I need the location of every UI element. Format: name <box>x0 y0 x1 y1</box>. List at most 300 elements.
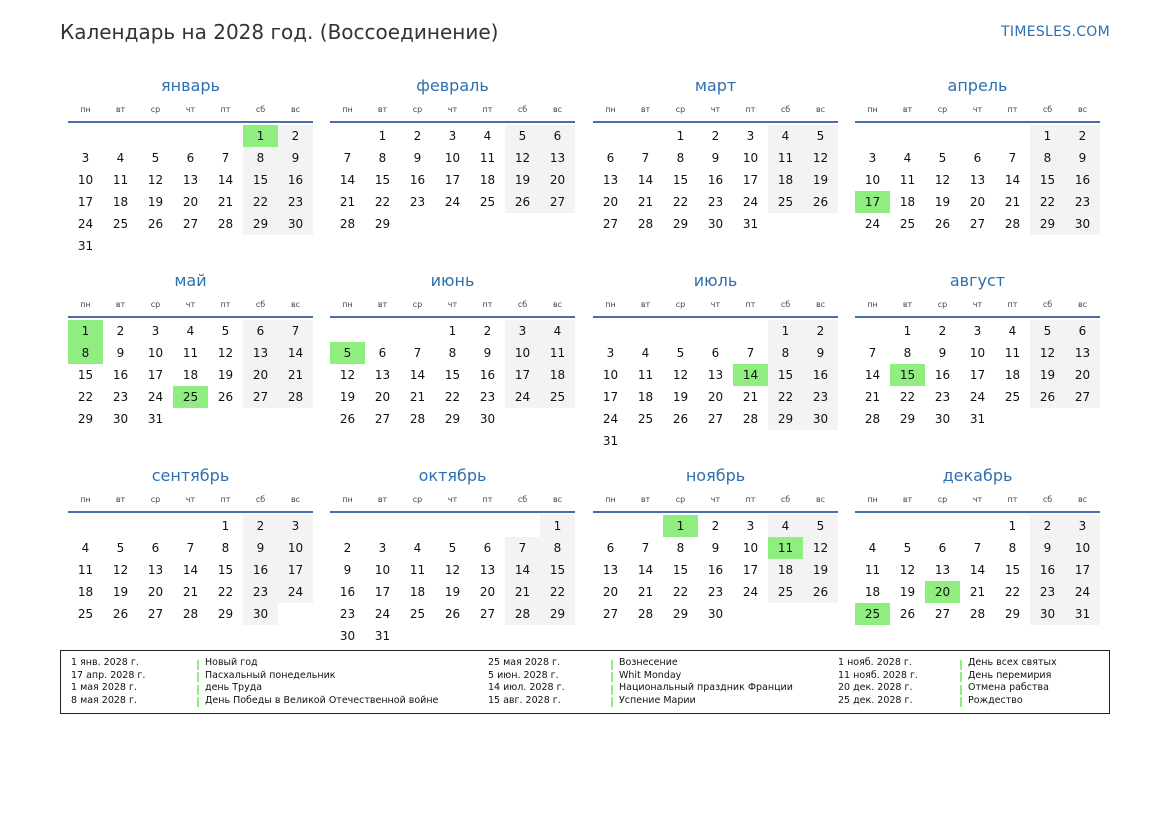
day-cell[interactable]: 6 <box>1065 320 1100 342</box>
day-cell[interactable]: 20 <box>602 585 619 599</box>
day-cell[interactable]: 16 <box>339 585 356 599</box>
day-cell[interactable]: 3 <box>606 346 615 360</box>
day-cell[interactable]: 31 <box>969 412 986 426</box>
day-cell[interactable]: 7 <box>641 541 650 555</box>
day-cell[interactable]: 22 <box>77 390 94 404</box>
day-cell[interactable]: 4 <box>868 541 877 555</box>
day-cell[interactable]: 16 <box>409 173 426 187</box>
day-cell[interactable]: 19 <box>147 195 164 209</box>
day-cell[interactable]: 23 <box>112 390 129 404</box>
day-cell[interactable]: 12 <box>803 147 838 169</box>
day-cell[interactable]: 30 <box>1065 213 1100 235</box>
day-cell[interactable]: 25 <box>479 195 496 209</box>
day-cell[interactable]: 7 <box>505 537 540 559</box>
day-cell[interactable]: 10 <box>602 368 619 382</box>
day-cell[interactable]: 2 <box>278 125 313 147</box>
day-cell[interactable]: 14 <box>637 563 654 577</box>
day-cell[interactable]: 18 <box>409 585 426 599</box>
day-cell[interactable]: 21 <box>182 585 199 599</box>
day-cell[interactable]: 22 <box>374 195 391 209</box>
day-cell[interactable]: 20 <box>540 169 575 191</box>
day-cell[interactable]: 25 <box>77 607 94 621</box>
day-cell[interactable]: 30 <box>1030 603 1065 625</box>
day-cell[interactable]: 10 <box>505 342 540 364</box>
day-cell[interactable]: 11 <box>1004 346 1021 360</box>
day-cell[interactable]: 6 <box>540 125 575 147</box>
day-cell[interactable]: 23 <box>1065 191 1100 213</box>
day-cell[interactable]: 18 <box>112 195 129 209</box>
day-cell[interactable]: 26 <box>934 217 951 231</box>
day-cell[interactable]: 15 <box>77 368 94 382</box>
day-cell[interactable]: 15 <box>672 563 689 577</box>
day-cell[interactable]: 14 <box>864 368 881 382</box>
day-cell[interactable]: 7 <box>746 346 755 360</box>
day-cell[interactable]: 29 <box>1004 607 1021 621</box>
day-cell[interactable]: 24 <box>602 412 619 426</box>
day-cell[interactable]: 30 <box>278 213 313 235</box>
day-cell[interactable]: 15 <box>672 173 689 187</box>
day-cell[interactable]: 9 <box>803 342 838 364</box>
day-cell[interactable]: 24 <box>742 195 759 209</box>
day-cell[interactable]: 11 <box>479 151 496 165</box>
day-cell[interactable]: 27 <box>1065 386 1100 408</box>
day-cell[interactable]: 15 <box>444 368 461 382</box>
day-cell[interactable]: 15 <box>243 169 278 191</box>
day-cell[interactable]: 2 <box>1065 125 1100 147</box>
day-cell[interactable]: 30 <box>243 603 278 625</box>
day-cell[interactable]: 6 <box>973 151 982 165</box>
day-cell[interactable]: 22 <box>540 581 575 603</box>
day-cell[interactable]: 26 <box>803 191 838 213</box>
day-cell[interactable]: 13 <box>540 147 575 169</box>
day-cell[interactable]: 5 <box>505 125 540 147</box>
day-cell[interactable]: 11 <box>112 173 129 187</box>
day-cell[interactable]: 13 <box>1065 342 1100 364</box>
day-cell[interactable]: 18 <box>899 195 916 209</box>
day-cell[interactable]: 21 <box>637 585 654 599</box>
day-cell[interactable]: 30 <box>479 412 496 426</box>
day-cell[interactable]: 2 <box>413 129 422 143</box>
day-cell[interactable]: 3 <box>378 541 387 555</box>
day-cell[interactable]: 23 <box>707 195 724 209</box>
day-cell[interactable]: 24 <box>147 390 164 404</box>
day-cell[interactable]: 25 <box>855 603 890 625</box>
day-cell[interactable]: 22 <box>768 386 803 408</box>
day-cell[interactable]: 31 <box>374 629 391 643</box>
day-cell[interactable]: 5 <box>116 541 125 555</box>
day-cell[interactable]: 21 <box>339 195 356 209</box>
day-cell[interactable]: 20 <box>182 195 199 209</box>
day-cell[interactable]: 12 <box>803 537 838 559</box>
day-cell[interactable]: 19 <box>672 390 689 404</box>
day-cell[interactable]: 15 <box>540 559 575 581</box>
day-cell[interactable]: 4 <box>186 324 195 338</box>
day-cell[interactable]: 13 <box>147 563 164 577</box>
day-cell[interactable]: 28 <box>409 412 426 426</box>
day-cell[interactable]: 3 <box>278 515 313 537</box>
day-cell[interactable]: 1 <box>1030 125 1065 147</box>
day-cell[interactable]: 24 <box>864 217 881 231</box>
day-cell[interactable]: 28 <box>742 412 759 426</box>
day-cell[interactable]: 22 <box>672 195 689 209</box>
day-cell[interactable]: 20 <box>707 390 724 404</box>
day-cell[interactable]: 4 <box>483 129 492 143</box>
day-cell[interactable]: 5 <box>938 151 947 165</box>
day-cell[interactable]: 8 <box>378 151 387 165</box>
day-cell[interactable]: 28 <box>339 217 356 231</box>
day-cell[interactable]: 8 <box>68 342 103 364</box>
day-cell[interactable]: 18 <box>864 585 881 599</box>
day-cell[interactable]: 12 <box>217 346 234 360</box>
day-cell[interactable]: 5 <box>221 324 230 338</box>
day-cell[interactable]: 25 <box>173 386 208 408</box>
day-cell[interactable]: 2 <box>1030 515 1065 537</box>
day-cell[interactable]: 9 <box>116 346 125 360</box>
day-cell[interactable]: 23 <box>409 195 426 209</box>
day-cell[interactable]: 23 <box>803 386 838 408</box>
day-cell[interactable]: 25 <box>409 607 426 621</box>
day-cell[interactable]: 13 <box>602 173 619 187</box>
day-cell[interactable]: 30 <box>803 408 838 430</box>
day-cell[interactable]: 18 <box>540 364 575 386</box>
day-cell[interactable]: 20 <box>374 390 391 404</box>
day-cell[interactable]: 21 <box>1004 195 1021 209</box>
day-cell[interactable]: 6 <box>606 541 615 555</box>
day-cell[interactable]: 3 <box>973 324 982 338</box>
day-cell[interactable]: 11 <box>768 537 803 559</box>
day-cell[interactable]: 11 <box>409 563 426 577</box>
day-cell[interactable]: 29 <box>217 607 234 621</box>
day-cell[interactable]: 25 <box>540 386 575 408</box>
day-cell[interactable]: 18 <box>77 585 94 599</box>
day-cell[interactable]: 9 <box>343 563 352 577</box>
day-cell[interactable]: 13 <box>374 368 391 382</box>
day-cell[interactable]: 10 <box>444 151 461 165</box>
day-cell[interactable]: 12 <box>339 368 356 382</box>
day-cell[interactable]: 28 <box>969 607 986 621</box>
day-cell[interactable]: 29 <box>77 412 94 426</box>
day-cell[interactable]: 25 <box>768 191 803 213</box>
day-cell[interactable]: 26 <box>803 581 838 603</box>
day-cell[interactable]: 26 <box>217 390 234 404</box>
day-cell[interactable]: 21 <box>505 581 540 603</box>
day-cell[interactable]: 17 <box>374 585 391 599</box>
day-cell[interactable]: 21 <box>864 390 881 404</box>
day-cell[interactable]: 10 <box>77 173 94 187</box>
day-cell[interactable]: 2 <box>711 519 720 533</box>
day-cell[interactable]: 22 <box>217 585 234 599</box>
day-cell[interactable]: 21 <box>742 390 759 404</box>
day-cell[interactable]: 9 <box>938 346 947 360</box>
day-cell[interactable]: 14 <box>637 173 654 187</box>
day-cell[interactable]: 3 <box>746 519 755 533</box>
day-cell[interactable]: 18 <box>1004 368 1021 382</box>
day-cell[interactable]: 17 <box>444 173 461 187</box>
day-cell[interactable]: 25 <box>768 581 803 603</box>
day-cell[interactable]: 28 <box>505 603 540 625</box>
day-cell[interactable]: 7 <box>973 541 982 555</box>
day-cell[interactable]: 12 <box>505 147 540 169</box>
day-cell[interactable]: 9 <box>711 151 720 165</box>
day-cell[interactable]: 29 <box>444 412 461 426</box>
day-cell[interactable]: 20 <box>969 195 986 209</box>
day-cell[interactable]: 30 <box>339 629 356 643</box>
day-cell[interactable]: 1 <box>378 129 387 143</box>
day-cell[interactable]: 27 <box>243 386 278 408</box>
day-cell[interactable]: 1 <box>1008 519 1017 533</box>
day-cell[interactable]: 20 <box>243 364 278 386</box>
day-cell[interactable]: 8 <box>768 342 803 364</box>
day-cell[interactable]: 22 <box>243 191 278 213</box>
day-cell[interactable]: 5 <box>676 346 685 360</box>
day-cell[interactable]: 8 <box>540 537 575 559</box>
day-cell[interactable]: 23 <box>707 585 724 599</box>
day-cell[interactable]: 13 <box>707 368 724 382</box>
day-cell[interactable]: 20 <box>479 585 496 599</box>
day-cell[interactable]: 24 <box>374 607 391 621</box>
day-cell[interactable]: 10 <box>864 173 881 187</box>
day-cell[interactable]: 22 <box>672 585 689 599</box>
day-cell[interactable]: 16 <box>1065 169 1100 191</box>
day-cell[interactable]: 5 <box>803 515 838 537</box>
day-cell[interactable]: 11 <box>637 368 654 382</box>
day-cell[interactable]: 24 <box>505 386 540 408</box>
day-cell[interactable]: 23 <box>339 607 356 621</box>
day-cell[interactable]: 12 <box>899 563 916 577</box>
day-cell[interactable]: 19 <box>1030 364 1065 386</box>
day-cell[interactable]: 6 <box>606 151 615 165</box>
day-cell[interactable]: 21 <box>969 585 986 599</box>
day-cell[interactable]: 17 <box>855 191 890 213</box>
day-cell[interactable]: 16 <box>1030 559 1065 581</box>
day-cell[interactable]: 5 <box>903 541 912 555</box>
day-cell[interactable]: 6 <box>711 346 720 360</box>
day-cell[interactable]: 26 <box>112 607 129 621</box>
day-cell[interactable]: 7 <box>186 541 195 555</box>
day-cell[interactable]: 5 <box>1030 320 1065 342</box>
day-cell[interactable]: 6 <box>186 151 195 165</box>
day-cell[interactable]: 9 <box>711 541 720 555</box>
day-cell[interactable]: 13 <box>243 342 278 364</box>
day-cell[interactable]: 18 <box>479 173 496 187</box>
day-cell[interactable]: 15 <box>890 364 925 386</box>
day-cell[interactable]: 3 <box>746 129 755 143</box>
day-cell[interactable]: 6 <box>151 541 160 555</box>
day-cell[interactable]: 14 <box>733 364 768 386</box>
day-cell[interactable]: 14 <box>969 563 986 577</box>
day-cell[interactable]: 10 <box>969 346 986 360</box>
day-cell[interactable]: 26 <box>899 607 916 621</box>
day-cell[interactable]: 27 <box>602 217 619 231</box>
day-cell[interactable]: 31 <box>602 434 619 448</box>
day-cell[interactable]: 10 <box>278 537 313 559</box>
day-cell[interactable]: 27 <box>934 607 951 621</box>
day-cell[interactable]: 14 <box>182 563 199 577</box>
day-cell[interactable]: 25 <box>899 217 916 231</box>
day-cell[interactable]: 18 <box>182 368 199 382</box>
day-cell[interactable]: 5 <box>151 151 160 165</box>
day-cell[interactable]: 15 <box>374 173 391 187</box>
day-cell[interactable]: 25 <box>637 412 654 426</box>
day-cell[interactable]: 12 <box>672 368 689 382</box>
day-cell[interactable]: 28 <box>637 607 654 621</box>
day-cell[interactable]: 16 <box>803 364 838 386</box>
day-cell[interactable]: 28 <box>217 217 234 231</box>
day-cell[interactable]: 2 <box>803 320 838 342</box>
day-cell[interactable]: 10 <box>374 563 391 577</box>
day-cell[interactable]: 1 <box>676 129 685 143</box>
day-cell[interactable]: 7 <box>1008 151 1017 165</box>
day-cell[interactable]: 17 <box>742 173 759 187</box>
day-cell[interactable]: 1 <box>243 125 278 147</box>
day-cell[interactable]: 7 <box>278 320 313 342</box>
day-cell[interactable]: 13 <box>934 563 951 577</box>
day-cell[interactable]: 11 <box>864 563 881 577</box>
day-cell[interactable]: 27 <box>602 607 619 621</box>
day-cell[interactable]: 4 <box>81 541 90 555</box>
day-cell[interactable]: 11 <box>540 342 575 364</box>
day-cell[interactable]: 6 <box>378 346 387 360</box>
day-cell[interactable]: 4 <box>768 125 803 147</box>
day-cell[interactable]: 24 <box>444 195 461 209</box>
day-cell[interactable]: 3 <box>505 320 540 342</box>
day-cell[interactable]: 6 <box>938 541 947 555</box>
day-cell[interactable]: 11 <box>768 147 803 169</box>
day-cell[interactable]: 29 <box>540 603 575 625</box>
day-cell[interactable]: 12 <box>112 563 129 577</box>
day-cell[interactable]: 28 <box>278 386 313 408</box>
day-cell[interactable]: 25 <box>112 217 129 231</box>
day-cell[interactable]: 27 <box>374 412 391 426</box>
day-cell[interactable]: 9 <box>1030 537 1065 559</box>
day-cell[interactable]: 23 <box>1030 581 1065 603</box>
day-cell[interactable]: 28 <box>864 412 881 426</box>
day-cell[interactable]: 9 <box>413 151 422 165</box>
day-cell[interactable]: 24 <box>1065 581 1100 603</box>
brand-link[interactable]: TIMESLES.COM <box>1001 24 1110 40</box>
day-cell[interactable]: 7 <box>868 346 877 360</box>
day-cell[interactable]: 18 <box>768 169 803 191</box>
day-cell[interactable]: 11 <box>182 346 199 360</box>
day-cell[interactable]: 14 <box>505 559 540 581</box>
day-cell[interactable]: 21 <box>217 195 234 209</box>
day-cell[interactable]: 29 <box>899 412 916 426</box>
day-cell[interactable]: 24 <box>969 390 986 404</box>
day-cell[interactable]: 19 <box>899 585 916 599</box>
day-cell[interactable]: 16 <box>707 563 724 577</box>
day-cell[interactable]: 15 <box>768 364 803 386</box>
day-cell[interactable]: 10 <box>1065 537 1100 559</box>
day-cell[interactable]: 26 <box>1030 386 1065 408</box>
day-cell[interactable]: 20 <box>147 585 164 599</box>
day-cell[interactable]: 31 <box>77 239 94 253</box>
day-cell[interactable]: 1 <box>663 515 698 537</box>
day-cell[interactable]: 1 <box>448 324 457 338</box>
day-cell[interactable]: 4 <box>1008 324 1017 338</box>
day-cell[interactable]: 12 <box>444 563 461 577</box>
day-cell[interactable]: 2 <box>243 515 278 537</box>
day-cell[interactable]: 8 <box>221 541 230 555</box>
day-cell[interactable]: 22 <box>444 390 461 404</box>
day-cell[interactable]: 22 <box>899 390 916 404</box>
day-cell[interactable]: 28 <box>637 217 654 231</box>
day-cell[interactable]: 13 <box>479 563 496 577</box>
day-cell[interactable]: 3 <box>868 151 877 165</box>
day-cell[interactable]: 31 <box>147 412 164 426</box>
day-cell[interactable]: 2 <box>483 324 492 338</box>
day-cell[interactable]: 29 <box>768 408 803 430</box>
day-cell[interactable]: 29 <box>374 217 391 231</box>
day-cell[interactable]: 8 <box>903 346 912 360</box>
day-cell[interactable]: 8 <box>1030 147 1065 169</box>
day-cell[interactable]: 16 <box>934 368 951 382</box>
day-cell[interactable]: 16 <box>278 169 313 191</box>
day-cell[interactable]: 29 <box>1030 213 1065 235</box>
day-cell[interactable]: 8 <box>448 346 457 360</box>
day-cell[interactable]: 17 <box>742 563 759 577</box>
day-cell[interactable]: 6 <box>243 320 278 342</box>
day-cell[interactable]: 13 <box>182 173 199 187</box>
day-cell[interactable]: 26 <box>147 217 164 231</box>
day-cell[interactable]: 3 <box>81 151 90 165</box>
day-cell[interactable]: 27 <box>969 217 986 231</box>
day-cell[interactable]: 17 <box>602 390 619 404</box>
day-cell[interactable]: 28 <box>1004 217 1021 231</box>
day-cell[interactable]: 5 <box>448 541 457 555</box>
day-cell[interactable]: 16 <box>112 368 129 382</box>
day-cell[interactable]: 4 <box>768 515 803 537</box>
day-cell[interactable]: 19 <box>934 195 951 209</box>
day-cell[interactable]: 4 <box>413 541 422 555</box>
day-cell[interactable]: 29 <box>672 607 689 621</box>
day-cell[interactable]: 15 <box>217 563 234 577</box>
day-cell[interactable]: 30 <box>707 607 724 621</box>
day-cell[interactable]: 14 <box>339 173 356 187</box>
day-cell[interactable]: 2 <box>938 324 947 338</box>
day-cell[interactable]: 20 <box>602 195 619 209</box>
day-cell[interactable]: 7 <box>221 151 230 165</box>
day-cell[interactable]: 20 <box>925 581 960 603</box>
day-cell[interactable]: 17 <box>969 368 986 382</box>
day-cell[interactable]: 30 <box>934 412 951 426</box>
day-cell[interactable]: 2 <box>343 541 352 555</box>
day-cell[interactable]: 15 <box>1030 169 1065 191</box>
day-cell[interactable]: 31 <box>742 217 759 231</box>
day-cell[interactable]: 7 <box>343 151 352 165</box>
day-cell[interactable]: 12 <box>1030 342 1065 364</box>
day-cell[interactable]: 17 <box>147 368 164 382</box>
day-cell[interactable]: 1 <box>221 519 230 533</box>
day-cell[interactable]: 17 <box>77 195 94 209</box>
day-cell[interactable]: 1 <box>68 320 103 342</box>
day-cell[interactable]: 16 <box>243 559 278 581</box>
day-cell[interactable]: 11 <box>899 173 916 187</box>
day-cell[interactable]: 24 <box>278 581 313 603</box>
day-cell[interactable]: 3 <box>1065 515 1100 537</box>
day-cell[interactable]: 4 <box>116 151 125 165</box>
day-cell[interactable]: 9 <box>1065 147 1100 169</box>
day-cell[interactable]: 30 <box>112 412 129 426</box>
day-cell[interactable]: 21 <box>278 364 313 386</box>
day-cell[interactable]: 24 <box>742 585 759 599</box>
day-cell[interactable]: 1 <box>540 515 575 537</box>
day-cell[interactable]: 29 <box>672 217 689 231</box>
day-cell[interactable]: 4 <box>540 320 575 342</box>
day-cell[interactable]: 22 <box>1004 585 1021 599</box>
day-cell[interactable]: 23 <box>243 581 278 603</box>
day-cell[interactable]: 15 <box>1004 563 1021 577</box>
day-cell[interactable]: 13 <box>602 563 619 577</box>
